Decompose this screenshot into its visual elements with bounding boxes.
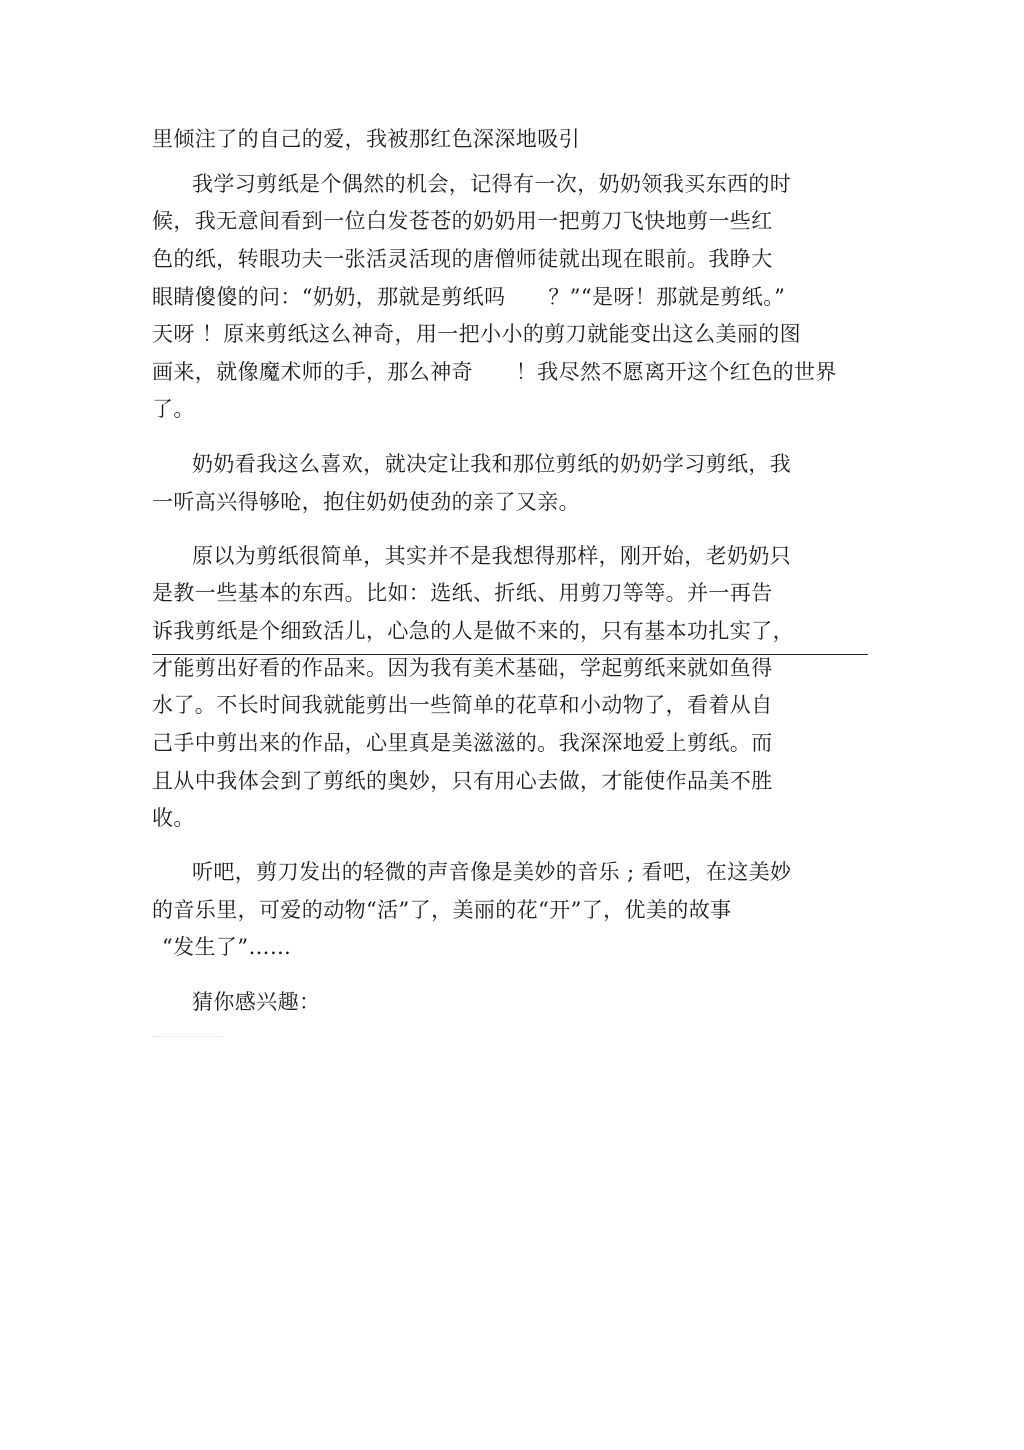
text-line: 天呀 ！原来剪纸这么神奇，用一把小小的剪刀就能变出这么美丽的图 xyxy=(152,322,802,346)
text-line: 才能剪出好看的作品来。因为我有美术基础，学起剪纸来就如鱼得 xyxy=(152,656,773,680)
text-line: 一听高兴得够呛，抱住奶奶使劲的亲了又亲。 xyxy=(152,490,580,514)
text-line: 且从中我体会到了剪纸的奥妙，只有用心去做，才能使作品美不胜 xyxy=(152,769,773,793)
text-line: 收。 xyxy=(152,806,195,830)
text-line: 的音乐里，可爱的动物“活”了，美丽的花“开”了，优美的故事 xyxy=(152,898,732,922)
text-line: 奶奶看我这么喜欢，就决定让我和那位剪纸的奶奶学习剪纸，我 xyxy=(192,452,792,476)
text-line: 己手中剪出来的作品，心里真是美滋滋的。我深深地爱上剪纸。而 xyxy=(152,731,773,755)
text-line: 色的纸，转眼功夫一张活灵活现的唐僧师徒就出现在眼前。我睁大 xyxy=(152,247,773,271)
scan-artifact xyxy=(152,1036,222,1040)
text-line: 里倾注了的自己的爱，我被那红色深深地吸引 xyxy=(152,127,580,151)
text-line: 原以为剪纸很简单，其实并不是我想得那样，刚开始，老奶奶只 xyxy=(192,544,792,568)
text-line: 了。 xyxy=(152,397,195,421)
text-line: 是教一些基本的东西。比如：选纸、折纸、用剪刀等等。并一再告 xyxy=(152,581,773,605)
text-line: 我学习剪纸是个偶然的机会，记得有一次，奶奶领我买东西的时 xyxy=(192,172,792,196)
text-line: 画来，就像魔术师的手，那么神奇 ！我尽然不愿离开这个红色的世界 xyxy=(152,360,837,384)
text-line: 候，我无意间看到一位白发苍苍的奶奶用一把剪刀飞快地剪一些红 xyxy=(152,209,773,233)
text-line: 眼睛傻傻的问：“奶奶，那就是剪纸吗 ？”“是呀！那就是剪纸。” xyxy=(152,285,786,309)
text-line: 诉我剪纸是个细致活儿，心急的人是做不来的，只有基本功扎实了， xyxy=(152,619,794,643)
text-line: 水了。不长时间我就能剪出一些简单的花草和小动物了，看着从自 xyxy=(152,693,773,717)
text-line: “发生了”…… xyxy=(162,935,292,959)
section-heading: 猜你感兴趣： xyxy=(192,990,321,1014)
text-line: 听吧，剪刀发出的轻微的声音像是美妙的音乐 ; 看吧，在这美妙 xyxy=(192,860,792,884)
